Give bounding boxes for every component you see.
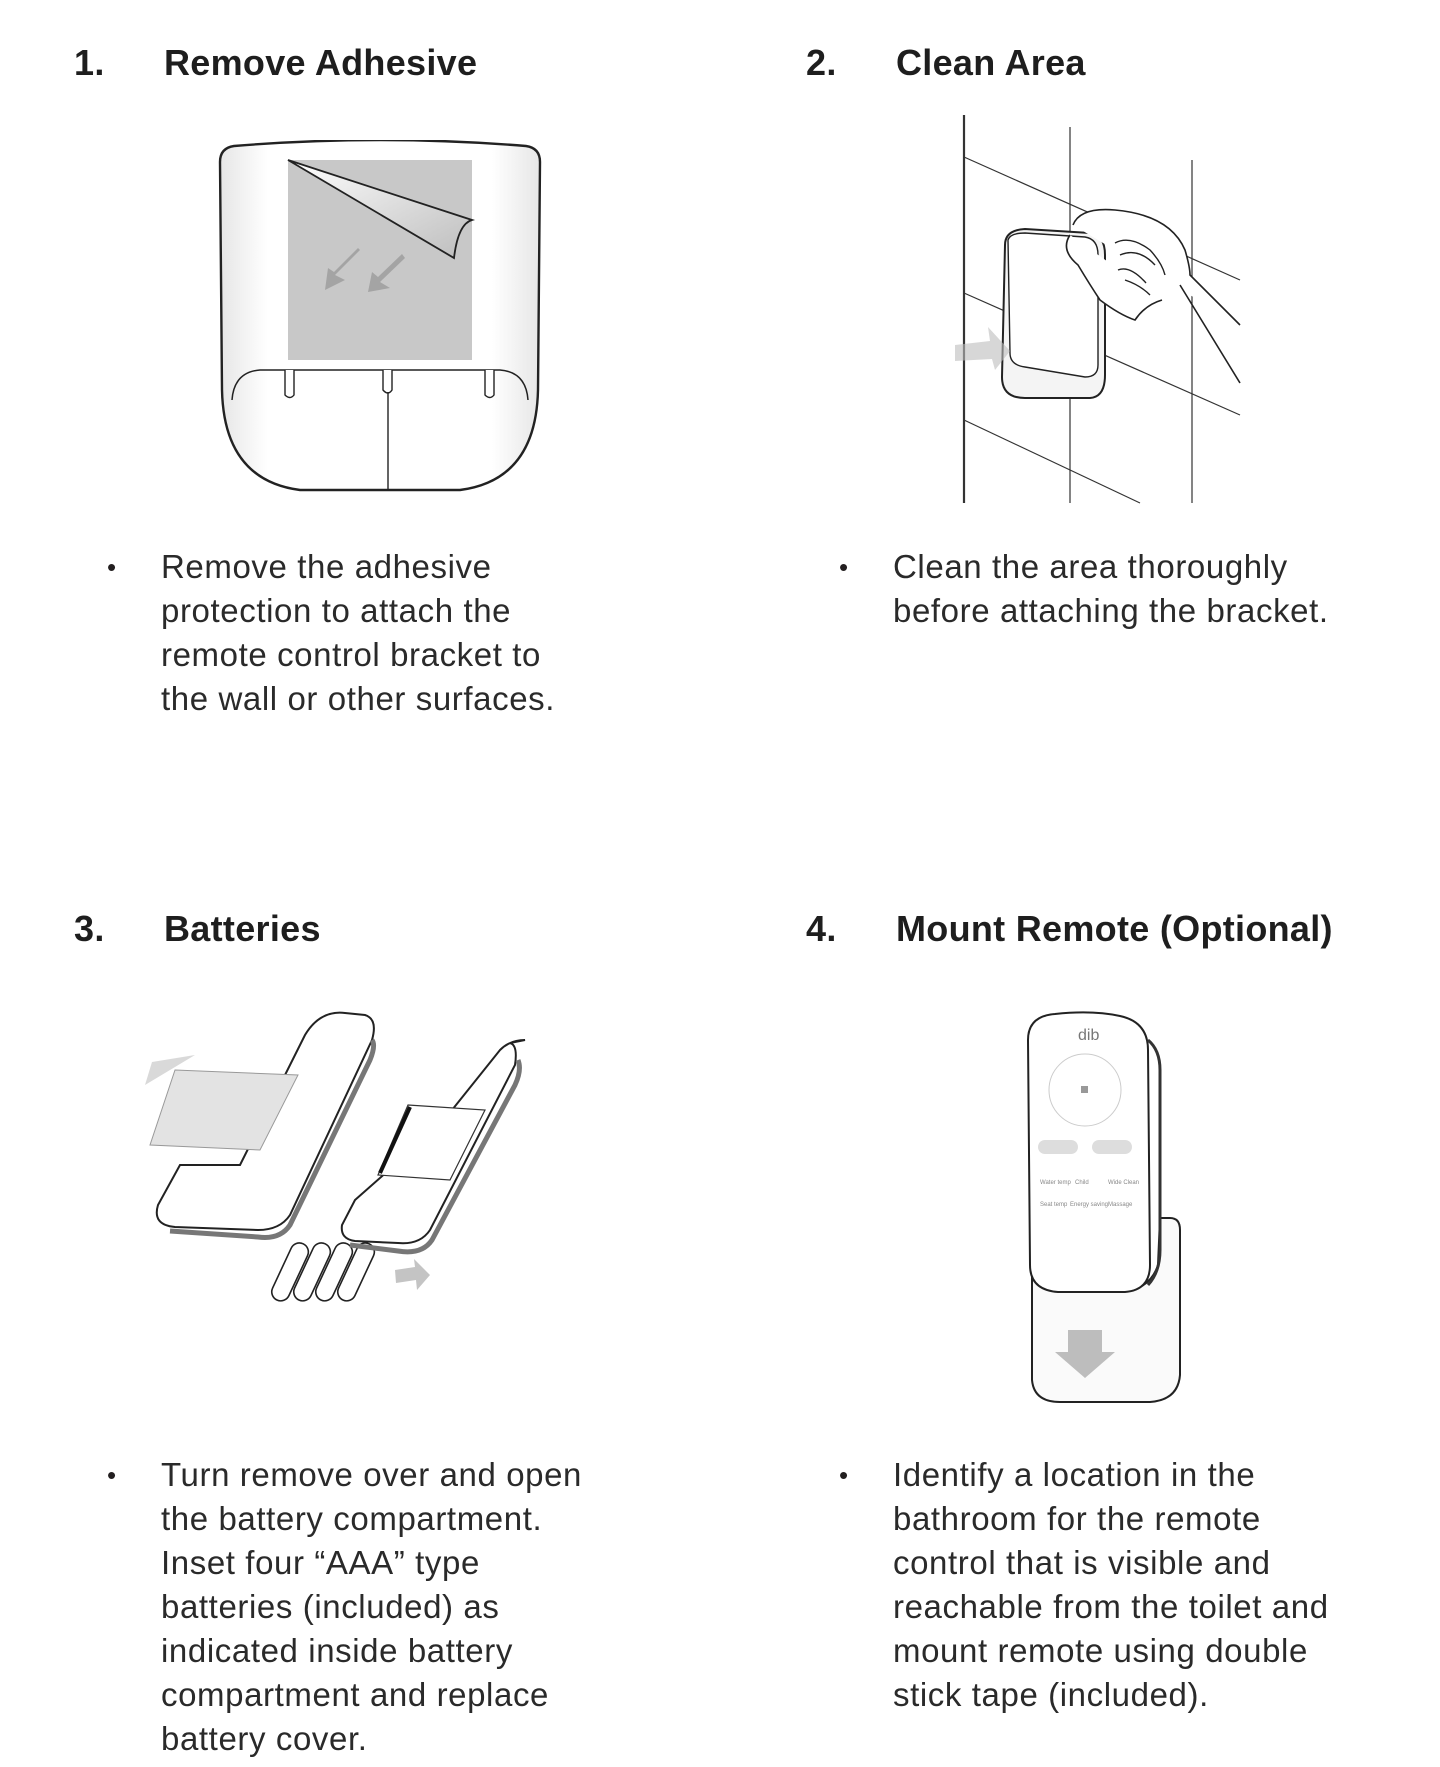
text-line: batteries (included) as — [161, 1588, 500, 1625]
remote-brand-logo: dib — [1078, 1027, 1100, 1044]
remote-back-bottom — [342, 1040, 525, 1252]
text-line: mount remote using double — [893, 1632, 1308, 1669]
text-line: Remove the adhesive — [161, 548, 492, 585]
bullet-icon: • — [107, 552, 117, 582]
text-line: remote control bracket to — [161, 636, 541, 673]
battery-set — [269, 1240, 378, 1304]
text-line: indicated inside battery — [161, 1632, 513, 1669]
step-4-bullet — [839, 1453, 1439, 1717]
step-3-header — [74, 908, 321, 950]
step-2-instruction — [893, 545, 1329, 633]
svg-text:Massage: Massage — [1108, 1202, 1133, 1208]
svg-text:Child: Child — [1075, 1180, 1089, 1186]
text-line: battery cover. — [161, 1720, 368, 1757]
text-line: Identify a location in the — [893, 1456, 1256, 1493]
bullet-icon: • — [107, 1460, 117, 1490]
text-line: the wall or other surfaces. — [161, 680, 556, 717]
step-number: 1. — [74, 42, 105, 83]
text-line: reachable from the toilet and — [893, 1588, 1329, 1625]
step-1-instruction — [161, 545, 555, 721]
hand-wiping-wall-illustration — [950, 115, 1250, 505]
remote-bracket-peeling-adhesive-illustration — [210, 140, 550, 500]
svg-text:Seat temp: Seat temp — [1040, 1202, 1068, 1208]
step-title: Clean Area — [896, 42, 1086, 83]
text-line: stick tape (included). — [893, 1676, 1209, 1713]
step-4-header — [806, 908, 1333, 950]
step-number: 3. — [74, 908, 105, 949]
bullet-icon: • — [839, 552, 849, 582]
remote-battery-insertion-illustration — [140, 1005, 600, 1410]
step-2-header — [806, 42, 1086, 84]
svg-text:Energy saving: Energy saving — [1070, 1202, 1109, 1208]
text-line: control that is visible and — [893, 1544, 1271, 1581]
text-line: before attaching the bracket. — [893, 592, 1329, 629]
svg-text:Wide Clean: Wide Clean — [1108, 1180, 1140, 1186]
step-title: Mount Remote (Optional) — [896, 908, 1333, 949]
step-title: Remove Adhesive — [164, 42, 478, 83]
remote-in-wall-bracket-illustration — [1020, 1010, 1200, 1410]
text-line: protection to attach the — [161, 592, 512, 629]
bullet-icon: • — [839, 1460, 849, 1490]
step-3-instruction — [161, 1453, 582, 1761]
text-line: bathroom for the remote — [893, 1500, 1261, 1537]
svg-text:Water temp: Water temp — [1040, 1180, 1071, 1186]
step-2-bullet — [839, 545, 1439, 633]
text-line: Turn remove over and open — [161, 1456, 583, 1493]
remote-back-top — [145, 1013, 374, 1238]
text-line: compartment and replace — [161, 1676, 549, 1713]
step-number: 4. — [806, 908, 837, 949]
step-title: Batteries — [164, 908, 321, 949]
step-3-bullet — [107, 1453, 727, 1761]
step-number: 2. — [806, 42, 837, 83]
step-1-bullet — [107, 545, 707, 721]
text-line: the battery compartment. — [161, 1500, 543, 1537]
text-line: Inset four “AAA” type — [161, 1544, 480, 1581]
text-line: Clean the area thoroughly — [893, 548, 1288, 585]
step-1-header — [74, 42, 477, 84]
step-4-instruction — [893, 1453, 1329, 1717]
